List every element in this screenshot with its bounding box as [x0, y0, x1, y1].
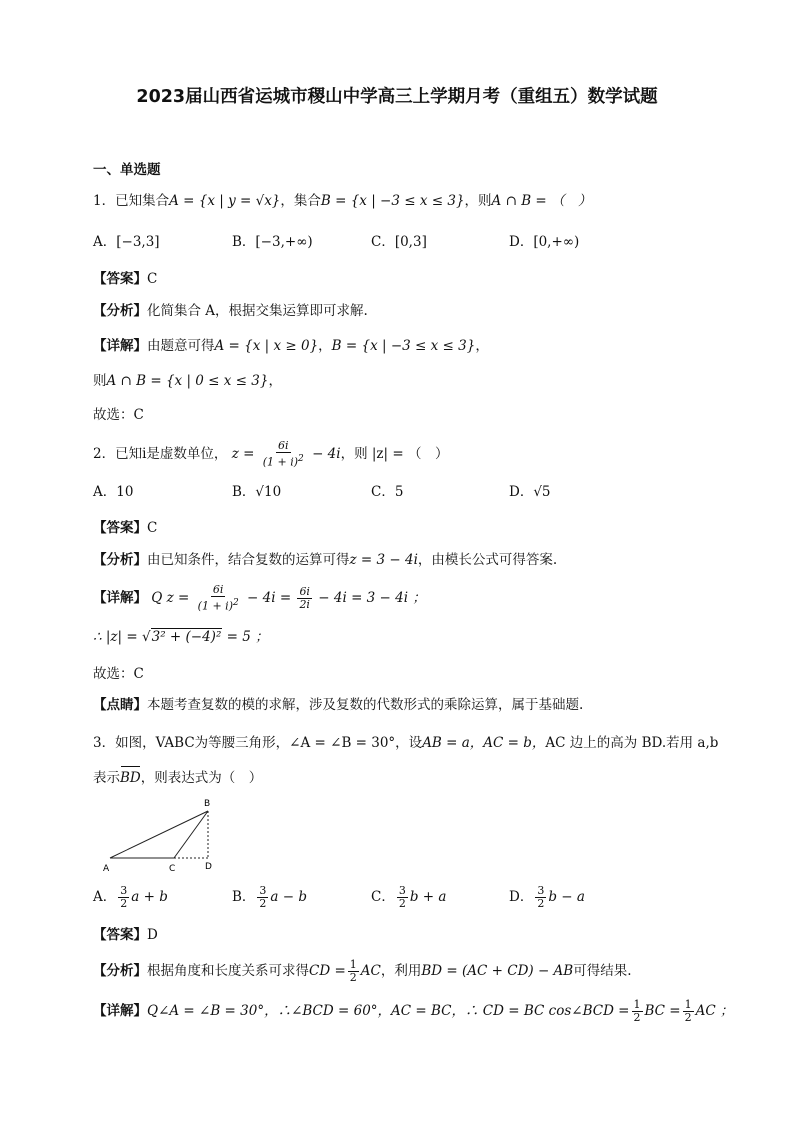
q1-option-d: D．[0,+∞) [509, 234, 580, 250]
q1-stem-mid: ，集合 [280, 193, 321, 209]
q2-option-a: A．10 [93, 484, 134, 500]
option-label: C． [371, 889, 395, 905]
q1-stem-tail: ，则 [464, 193, 492, 209]
analysis-text: 化简集合 A，根据交集运算即可求解. [147, 303, 368, 319]
q1-detail-2 [93, 371, 282, 391]
q1-option-b: B．[−3,+∞) [232, 234, 313, 250]
answer-label: 【答案】 [93, 927, 147, 943]
q1-option-a: A．[−3,3] [93, 234, 160, 250]
exponent: 2 [298, 454, 304, 464]
fraction-numerator: 6i [212, 583, 224, 596]
q1-choose: 故选：C [93, 407, 144, 423]
analysis-label: 【分析】 [93, 303, 147, 319]
analysis-text: ，利用 [380, 963, 422, 979]
option-expr: b + a [409, 889, 447, 905]
detail-math: A ∩ B = {x | 0 ≤ x ≤ 3} [106, 373, 269, 389]
q3-analysis [93, 958, 632, 984]
q2-option-c: C．5 [371, 484, 404, 500]
vertex-b-label: B [204, 799, 211, 809]
answer-value: D [147, 927, 158, 943]
q1-stem [93, 191, 592, 211]
option-label: A． [93, 889, 117, 905]
detail-math: BC = [644, 1003, 681, 1019]
analysis-math: z = 3 − 4i [349, 552, 418, 568]
fraction-numerator: 1 [684, 998, 692, 1011]
detail-math: − 4i = 3 − 4i ； [318, 589, 426, 606]
fraction-numerator: 6i [277, 439, 289, 452]
q3-vectors: AB = a，AC = b， [422, 735, 546, 751]
fraction-denominator: 2 [537, 897, 545, 910]
q2-z-tail: − 4i [312, 445, 341, 462]
detail-math: A = {x | x ≥ 0} [214, 338, 319, 354]
answer-value: C [147, 520, 158, 536]
q3-stem-text: ，则表达式为（ ） [140, 770, 263, 786]
q1-option-c: C．[0,3] [371, 234, 427, 250]
option-fraction [397, 885, 408, 910]
detail-math: AC ； [695, 1003, 734, 1019]
q3-stem-text: 3．如图，VABC为等腰三角形，∠A = ∠B = 30°，设 [93, 735, 423, 751]
fraction-denominator: (1 + i) [197, 599, 233, 613]
option-fraction [535, 885, 546, 910]
q1-set-a: A = {x | y = √x} [169, 193, 281, 209]
q1-detail-1 [93, 336, 489, 356]
q2-z: z = [231, 445, 255, 462]
analysis-math: BD = (AC + CD) − AB [421, 963, 574, 979]
comment-label: 【点睛】 [93, 697, 147, 713]
analysis-label: 【分析】 [93, 552, 147, 568]
q2-fraction [261, 440, 306, 469]
fraction-denominator: 2 [684, 1011, 692, 1024]
q2-detail-2: ∴ |z| = √3² + (−4)² = 5 ； [93, 629, 269, 645]
q1-ask: A ∩ B = （ ） [491, 193, 592, 209]
q1-set-b: B = {x | −3 ≤ x ≤ 3} [320, 193, 465, 209]
triangle-figure [98, 793, 223, 875]
detail-label: 【详解】 [93, 589, 147, 606]
fraction-denominator: 2 [120, 897, 128, 910]
radicand: 3² + (−4)² [151, 629, 222, 645]
q3-detail [93, 998, 733, 1024]
fraction-numerator: 1 [633, 998, 641, 1011]
option-fraction [257, 885, 268, 910]
vertex-d-label: D [205, 862, 212, 872]
q3-option-d [509, 882, 585, 912]
option-label: D． [509, 889, 534, 905]
detail-math: − 4i = [247, 589, 292, 606]
detail-label: 【详解】 [93, 1003, 147, 1019]
analysis-text: 根据角度和长度关系可求得 [147, 963, 309, 979]
vertex-c-label: C [169, 864, 176, 874]
analysis-text: ，由模长公式可得答案. [417, 552, 558, 568]
detail-math: ∴ |z| = [93, 629, 138, 645]
detail-fraction [297, 586, 312, 611]
detail-sep: ， [475, 338, 489, 354]
detail-math: B = {x | −3 ≤ x ≤ 3} [331, 338, 476, 354]
answer-label: 【答案】 [93, 520, 147, 536]
q2-option-d: D．√5 [509, 484, 551, 500]
option-expr: a + b [131, 889, 168, 905]
detail-fraction [632, 999, 643, 1024]
q3-stem-line1 [93, 733, 718, 753]
answer-value: C [147, 271, 158, 287]
q3-answer [93, 925, 158, 945]
q3-stem-text: 表示 [93, 770, 120, 786]
section-heading: 一、单选题 [93, 162, 161, 178]
fraction-numerator: 3 [259, 884, 267, 897]
analysis-math: AC [360, 963, 381, 979]
q3-option-a [93, 882, 168, 912]
comment-text: 本题考查复数的模的求解，涉及复数的代数形式的乘除运算，属于基础题. [147, 697, 584, 713]
fraction-denominator: 2 [633, 1011, 641, 1024]
fraction-numerator: 3 [398, 884, 406, 897]
q3-vector-bd: BD [120, 770, 141, 786]
detail-sep: ， [318, 338, 332, 354]
option-expr: a − b [270, 889, 308, 905]
fraction-denominator: 2i [299, 597, 310, 611]
option-label: B． [232, 889, 256, 905]
q1-answer [93, 269, 157, 289]
detail-fraction [683, 999, 694, 1024]
answer-label: 【答案】 [93, 271, 147, 287]
detail-fraction [196, 584, 241, 613]
detail-math: = 5 ； [226, 629, 269, 645]
q3-stem-text: AC 边上的高为 BD.若用 a,b [545, 735, 719, 751]
exponent: 2 [232, 598, 239, 608]
q2-analysis [93, 550, 557, 570]
q1-analysis [93, 301, 368, 321]
analysis-text: 由已知条件，结合复数的运算可得 [147, 552, 350, 568]
fraction-denominator: 2 [259, 897, 267, 910]
page-title: 2023届山西省运城市稷山中学高三上学期月考（重组五）数学试题 [136, 87, 658, 107]
q2-choose: 故选：C [93, 666, 144, 682]
detail-label: 【详解】 [93, 338, 147, 354]
detail-math: Q z = [151, 589, 190, 606]
q2-comment [93, 695, 583, 715]
q3-stem-line2 [93, 768, 262, 788]
detail-text: 则 [93, 373, 107, 389]
fraction-numerator: 3 [120, 884, 128, 897]
detail-math: Q∠A = ∠B = 30°，∴∠BCD = 60°，AC = BC，∴ CD = BC cos∠BCD = [147, 1003, 630, 1019]
analysis-text: 可得结果. [573, 963, 632, 979]
q2-stem-text: 2．已知i是虚数单位， [93, 445, 228, 462]
analysis-label: 【分析】 [93, 963, 147, 979]
q1-stem-text: 1．已知集合 [93, 193, 170, 209]
fraction-denominator: 2 [398, 897, 406, 910]
fraction-numerator: 6i [299, 584, 310, 598]
q2-option-b: B．√10 [232, 484, 282, 500]
fraction-denominator: 2 [349, 971, 357, 984]
q3-option-c [371, 882, 446, 912]
q2-detail-1 [93, 584, 426, 613]
analysis-math: CD = [309, 963, 346, 979]
option-expr: b − a [548, 889, 585, 905]
side-cb [174, 811, 208, 858]
option-fraction [118, 885, 129, 910]
fraction-denominator: (1 + i) [262, 455, 299, 469]
detail-text: 由题意可得 [147, 338, 215, 354]
fraction-numerator: 3 [537, 884, 545, 897]
q2-stem [93, 440, 449, 469]
detail-sep: ， [268, 373, 282, 389]
side-ab [110, 811, 208, 858]
analysis-fraction [348, 959, 359, 984]
fraction-numerator: 1 [349, 958, 357, 971]
vertex-a-label: A [103, 864, 110, 874]
q2-ask: ，则 |z| = （ ） [340, 445, 449, 462]
q3-option-b [232, 882, 307, 912]
q2-answer [93, 518, 157, 538]
